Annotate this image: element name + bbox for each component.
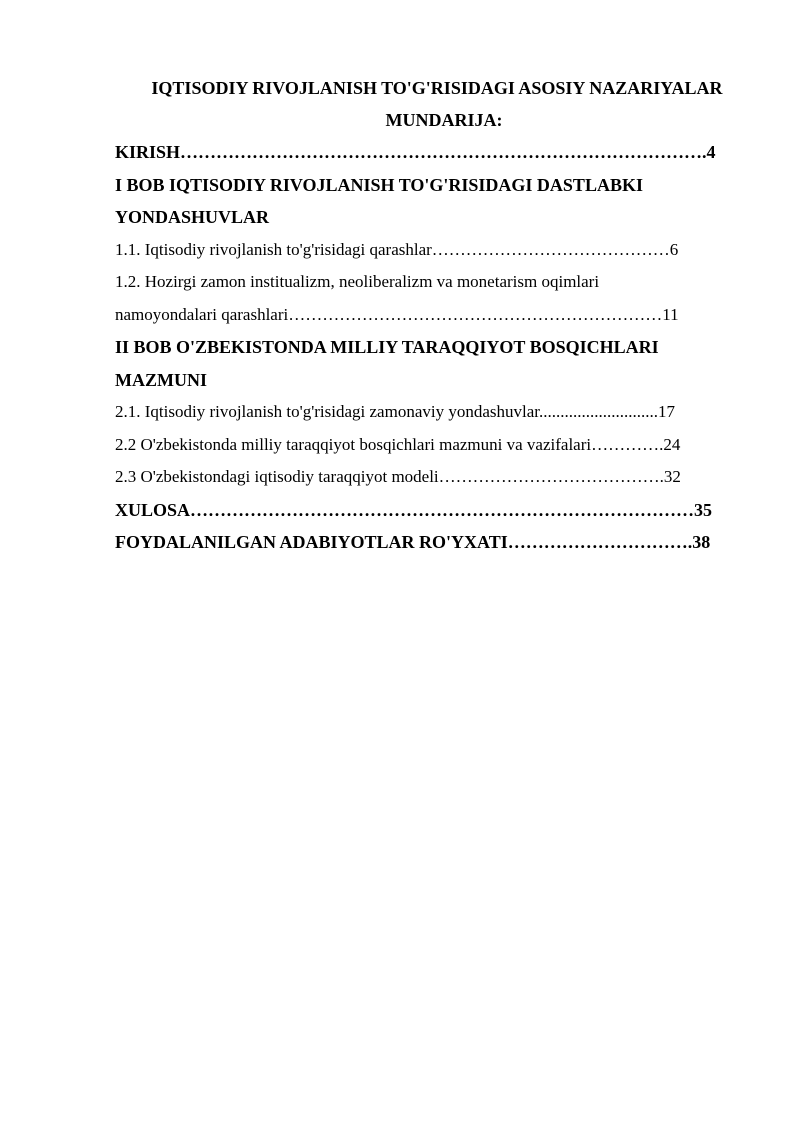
toc-item-1-1[interactable]: 1.1. Iqtisodiy rivojlanish to'g'risidagi qarashlar……………………………………6 xyxy=(115,239,679,259)
document-page xyxy=(115,72,743,559)
toc-item-intro[interactable]: KIRISH…………………………………………………………………………….4 xyxy=(115,142,716,162)
toc-chapter-2-line-2[interactable]: MAZMUNI xyxy=(115,369,207,390)
toc-item-2-3[interactable]: 2.3 O'zbekistondagi iqtisodiy taraqqiyot modeli………………………………….32 xyxy=(115,467,681,486)
toc-item-1-2-line-1[interactable]: 1.2. Hozirgi zamon institualizm, neoliberalizm va monetarism oqimlari xyxy=(115,272,600,291)
document-title: IQTISODIY RIVOJLANISH TO'G'RISIDAGI ASOSIY NAZARIYALAR xyxy=(151,78,723,98)
toc-chapter-2-line-1[interactable]: II BOB O'ZBEKISTONDA MILLIY TARAQQIYOT BOSQICHLARI xyxy=(115,337,659,357)
toc-item-1-2-line-2[interactable]: namoyondalari qarashlari…………………………………………………………11 xyxy=(115,304,679,324)
toc-item-2-1[interactable]: 2.1. Iqtisodiy rivojlanish to'g'risidagi zamonaviy yondashuvlar............................17 xyxy=(115,402,675,421)
toc-item-references[interactable]: FOYDALANILGAN ADABIYOTLAR RO'YXATI………………………….38 xyxy=(115,532,711,552)
toc-heading: MUNDARIJA: xyxy=(385,110,503,130)
toc-chapter-1-line-1[interactable]: I BOB IQTISODIY RIVOJLANISH TO'G'RISIDAGI DASTLABKI xyxy=(115,174,643,195)
toc-item-conclusion[interactable]: XULOSA…………………………………………………………………………35 xyxy=(115,499,713,520)
toc-chapter-1-line-2[interactable]: YONDASHUVLAR xyxy=(115,207,270,227)
toc-item-2-2[interactable]: 2.2 O'zbekistonda milliy taraqqiyot bosqichlari mazmuni va vazifalari………….24 xyxy=(115,434,681,454)
